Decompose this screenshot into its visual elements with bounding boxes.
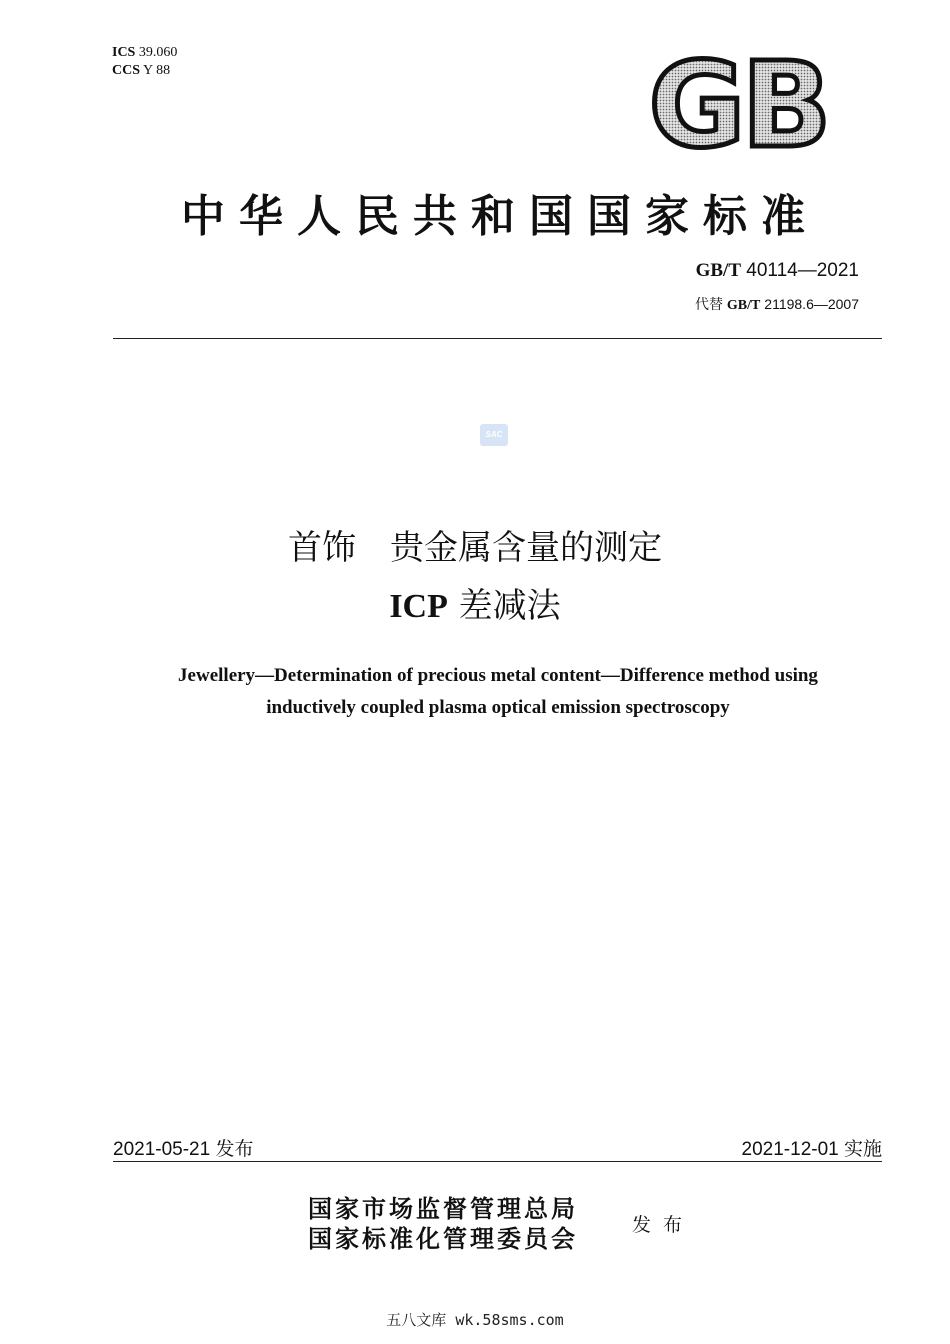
standard-number-prefix: GB/T (695, 260, 742, 281)
standard-number (696, 260, 859, 282)
footer-divider (113, 1161, 882, 1162)
standard-number-value: 40114—2021 (746, 260, 859, 281)
gb-logo-text: GB (648, 54, 828, 154)
replaces-label: 代替 (695, 296, 724, 312)
ics-label: ICS (112, 45, 136, 60)
title-chinese-line2 (0, 578, 950, 627)
sac-watermark-icon: SAC (480, 424, 508, 446)
gb-logo (644, 54, 832, 154)
ccs-line (112, 62, 177, 80)
replaces-number: 21198.6—2007 (764, 296, 859, 312)
ccs-label: CCS (112, 63, 141, 78)
header-divider (113, 338, 882, 339)
implementation-date: 2021-12-01 实施 (741, 1139, 882, 1160)
publish-label: 发布 (632, 1214, 695, 1236)
classification-codes (112, 44, 177, 80)
issuer-samr: 国家市场监督管理总局 (308, 1194, 578, 1223)
issue-date: 2021-05-21 发布 (113, 1139, 254, 1160)
title-english-line2: inductively coupled plasma optical emission spectroscopy (266, 697, 730, 718)
ics-value: 39.060 (138, 45, 178, 60)
standard-category: 中华人民共和国国家标准 (181, 191, 819, 242)
replaces-prefix: GB/T (726, 298, 761, 313)
title-english (100, 660, 896, 724)
issuer-sac: 国家标准化管理委员会 (308, 1224, 578, 1253)
replaces-standard (695, 294, 859, 314)
issuing-organizations (308, 1194, 578, 1254)
title-chinese-line1: 首饰 贵金属含量的测定 (288, 528, 662, 568)
title-chinese-line2-latin: ICP (389, 588, 448, 625)
ccs-value: Y 88 (143, 63, 171, 78)
footer-watermark: 五八文库 wk.58sms.com (386, 1311, 564, 1329)
title-english-line1: Jewellery—Determination of precious metal content—Difference method using (178, 665, 818, 686)
ics-line (112, 44, 177, 62)
title-chinese-line2-rest: 差减法 (447, 586, 561, 626)
